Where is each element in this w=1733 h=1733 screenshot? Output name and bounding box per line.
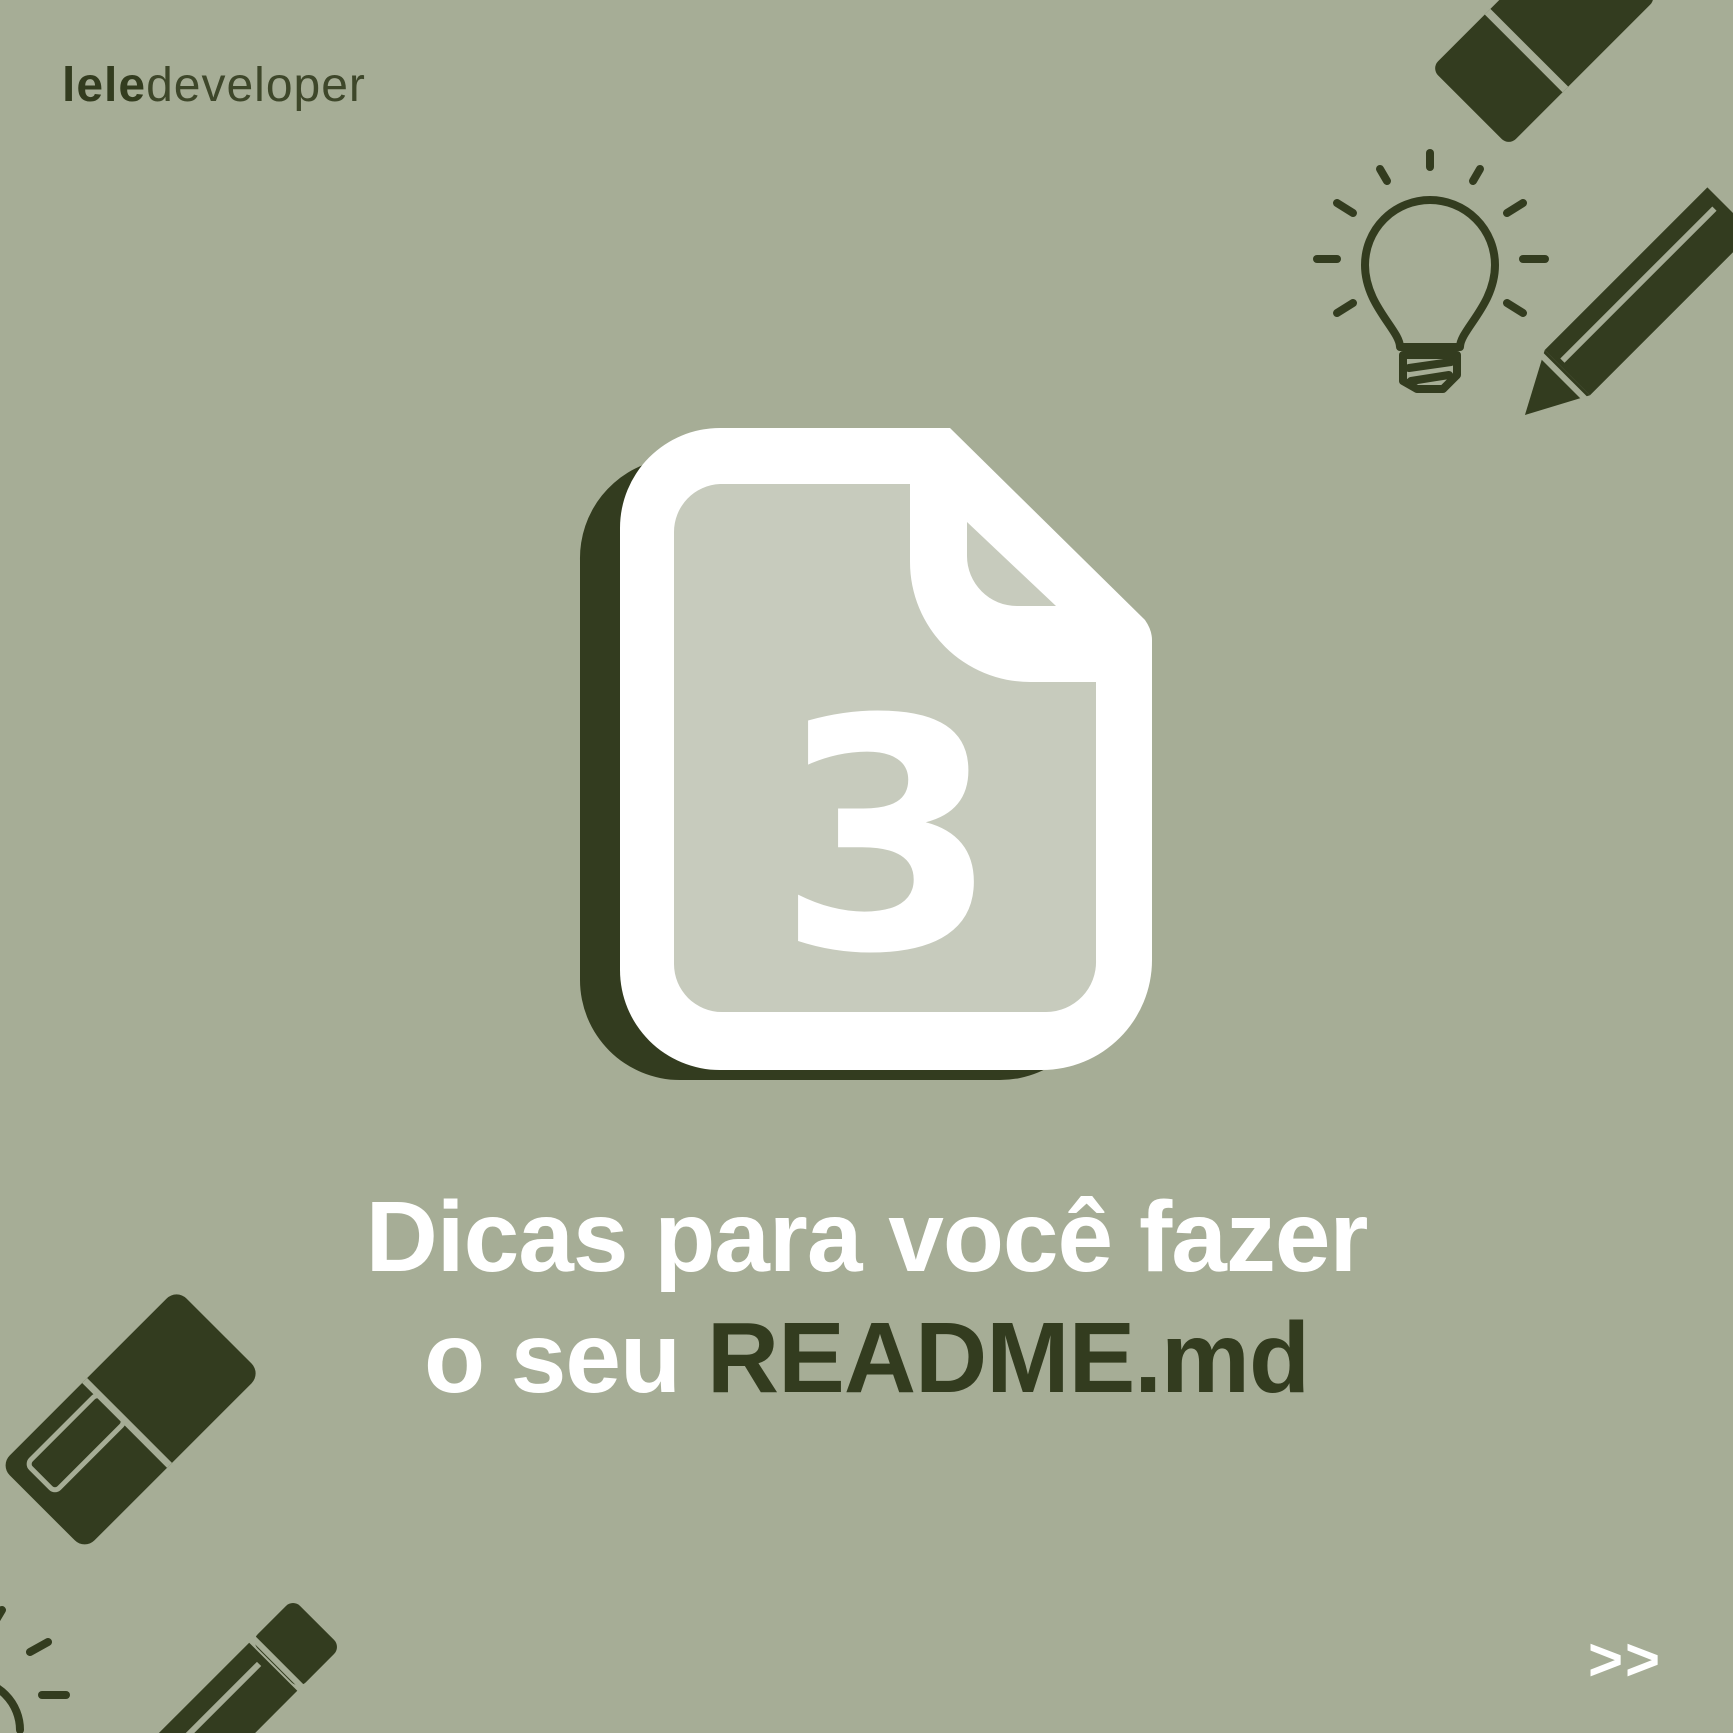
brand-name-light: developer: [146, 59, 366, 112]
pencil-icon: [170, 1610, 360, 1733]
brand-name-bold: lele: [62, 59, 147, 112]
headline-line-1: Dicas para você fazer: [365, 1181, 1368, 1293]
pencil-icon: [1560, 200, 1733, 450]
hero-number: 3: [776, 652, 1000, 1024]
headline-accent: README.md: [706, 1302, 1310, 1414]
lightbulb-icon: [0, 1600, 90, 1733]
brand-logo: [62, 59, 366, 112]
next-button[interactable]: >>: [1588, 1626, 1663, 1693]
lightbulb-icon: [1305, 145, 1555, 415]
headline-prefix: o seu: [423, 1302, 681, 1414]
file-icon: [570, 420, 1170, 1120]
headline-line-2: [0, 1302, 1733, 1414]
eraser-icon: [1400, 0, 1660, 140]
